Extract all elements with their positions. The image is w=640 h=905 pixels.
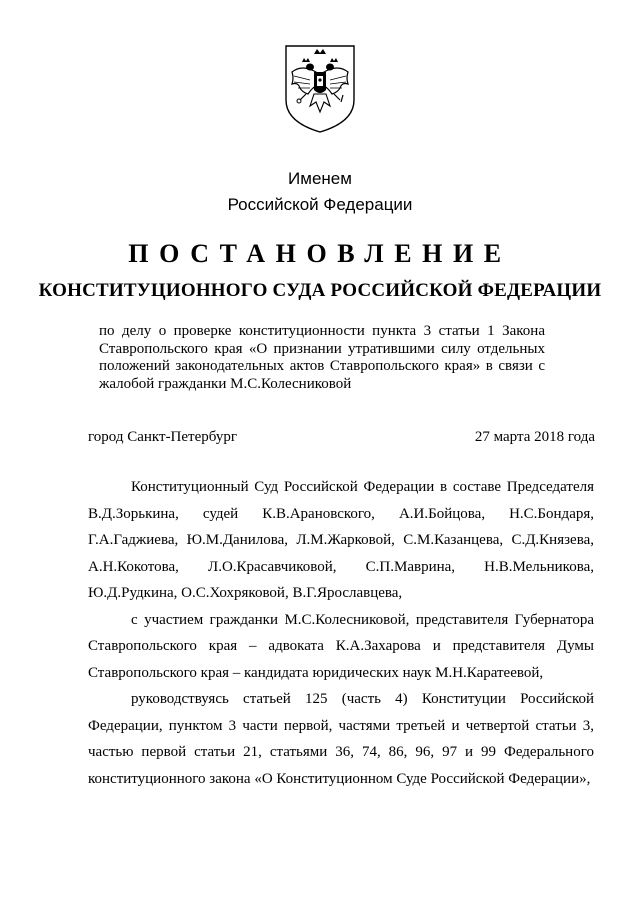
case-description: по делу о проверке конституционности пункта 3 статьи 1 Закона Ставропольского края «О признании утратившими силу отдельных положений законодательных актов Ставропольского края» в связи с жалобой гражданки М.С.Колесниковой: [99, 323, 545, 392]
paragraph: руководствуясь статьей 125 (часть 4) Конституции Российской Федерации, пунктом 3 части первой, частями третьей и четвертой статьи 3, частью первой статьи 21, статьями 36, 74, 86, 96, 97 и 99 Федерального конституционного закона «О Конституционном Суде Российской Федерации»,: [88, 691, 594, 787]
header-line-2: Российской Федерации: [227, 195, 413, 214]
document-subtitle: КОНСТИТУЦИОННОГО СУДА РОССИЙСКОЙ ФЕДЕРАЦИИ: [38, 280, 602, 301]
body-text: [88, 474, 594, 792]
document-title: ПОСТАНОВЛЕНИЕ: [128, 239, 512, 268]
place: город Санкт-Петербург: [88, 429, 237, 445]
header-line-1: Именем: [288, 169, 352, 188]
paragraph: Конституционный Суд Российской Федерации в составе Председателя В.Д.Зорькина, судей К.В.Арановского, А.И.Бойцова, Н.С.Бондаря, Г.А.Гаджиева, Ю.М.Данилова, Л.М.Жарковой, С.М.Казанцева, С.Д.Князева, А.Н.Кокотова, Л.О.Красавчиковой, С.П.Маврина, Н.В.Мельникова, Ю.Д.Рудкина, О.С.Хохряковой, В.Г.Ярославцева,: [88, 479, 594, 601]
paragraph: с участием гражданки М.С.Колесниковой, представителя Губернатора Ставропольского края – адвоката К.А.Захарова и представителя Думы Ставропольского края – кандидата юридических наук М.Н.Каратеевой,: [88, 611, 594, 681]
date: 27 марта 2018 года: [474, 429, 595, 445]
russian-coat-of-arms-icon: [280, 42, 360, 134]
